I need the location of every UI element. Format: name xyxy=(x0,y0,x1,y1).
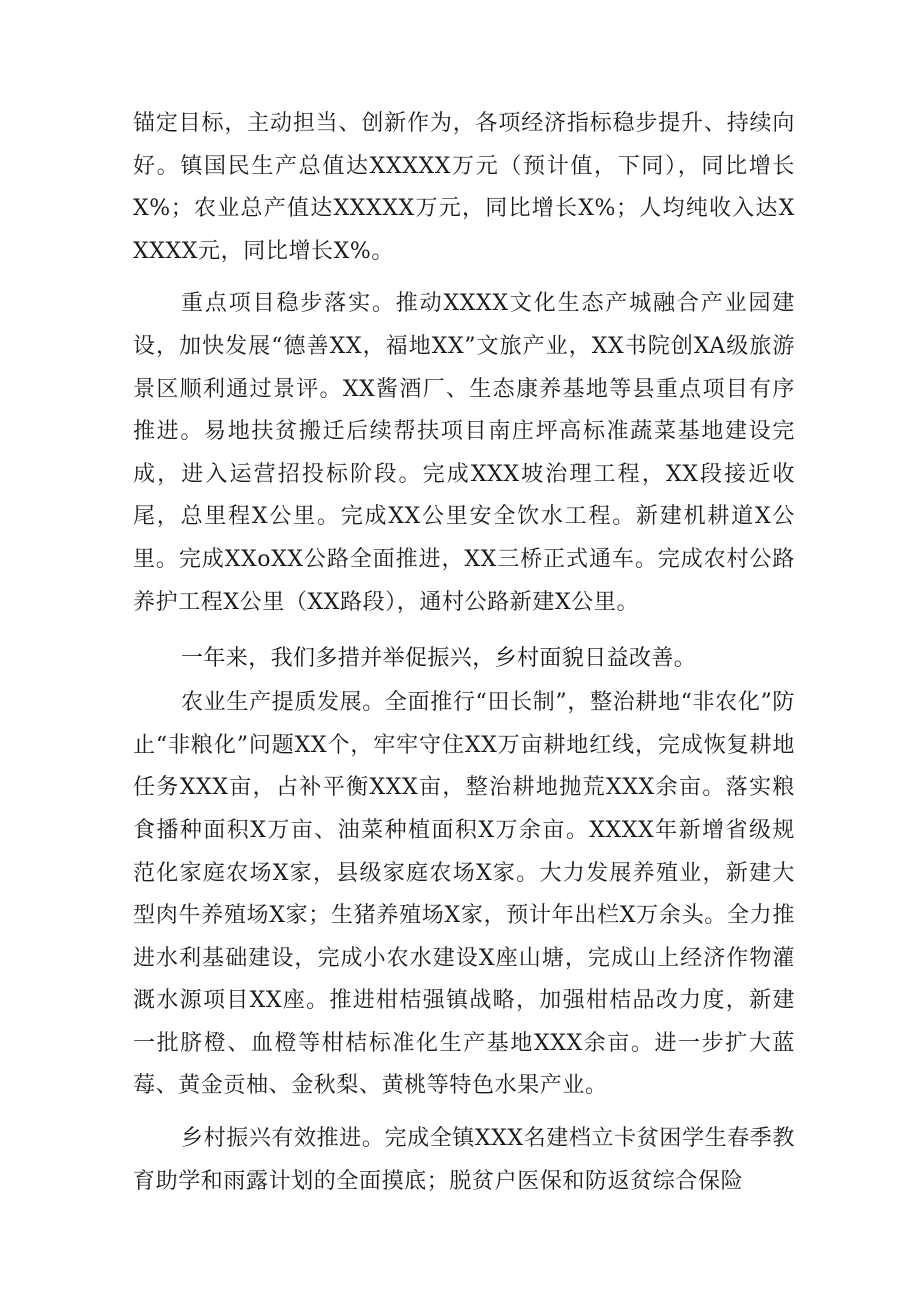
paragraph-economic-indicators: 锚定目标，主动担当、创新作为，各项经济指标稳步提升、持续向好。镇国民生产总值达XXXXX万元（预计值，下同），同比增长X%；农业总产值达XXXXX万元，同比增长X%；人均纯收入达XXXXX元，同比增长X%。 xyxy=(133,111,795,264)
document-body xyxy=(133,103,795,1203)
section-heading-rural-revitalization: 一年来，我们多措并举促振兴，乡村面貌日益改善。 xyxy=(181,646,697,672)
paragraph-rural-revitalization-progress: 乡村振兴有效推进。完成全镇XXX名建档立卡贫困学生春季教育助学和雨露计划的全面摸底；脱贫户医保和防返贫综合保险 xyxy=(133,1126,795,1194)
paragraph-key-projects: 重点项目稳步落实。推动XXXX文化生态产城融合产业园建设，加快发展“德善XX，福地XX”文旅产业，XX书院创XA级旅游景区顺利通过景评。XX酱酒厂、生态康养基地等县重点项目有序推进。易地扶贫搬迁后续帮扶项目南庄坪高标准蔬菜基地建设完成，进入运营招投标阶段。完成XXX坡治理工程，XX段接近收尾，总里程X公里。完成XX公里安全饮水工程。新建机耕道X公里。完成XXoXX公路全面推进，XX三桥正式通车。完成农村公路养护工程X公里（XX路段），通村公路新建X公里。 xyxy=(133,291,795,615)
paragraph-agricultural-production: 农业生产提质发展。全面推行“田长制”，整治耕地“非农化”防止“非粮化”问题XX个，牢牢守住XX万亩耕地红线，完成恢复耕地任务XXX亩，占补平衡XXX亩，整治耕地抛荒XXX余亩。落实粮食播种面积X万亩、油菜种植面积X万余亩。XXXX年新增省级规范化家庭农场X家，县级家庭农场X家。大力发展养殖业，新建大型肉牛养殖场X家；生猪养殖场X家，预计年出栏X万余头。全力推进水利基础建设，完成小农水建设X座山塘，完成山上经济作物灌溉水源项目XX座。推进柑桔强镇战略，加强柑桔品改力度，新建一批脐橙、血橙等柑桔标准化生产基地XXX余亩。进一步扩大蓝莓、黄金贡柚、金秋梨、黄桃等特色水果产业。 xyxy=(133,690,795,1099)
